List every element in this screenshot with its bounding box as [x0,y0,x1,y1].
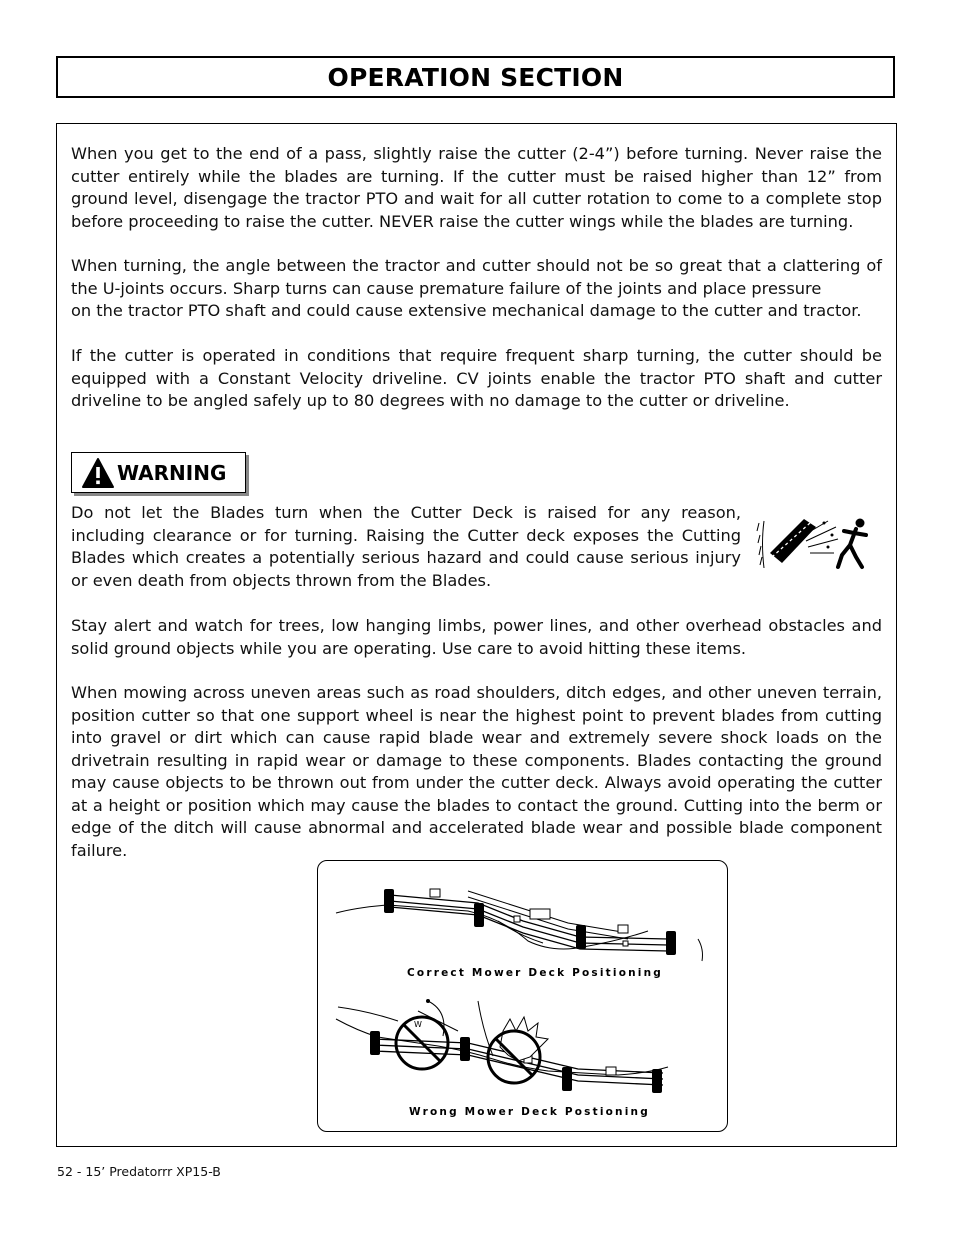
wrong-deck-illustration [336,999,668,1093]
thrown-objects-hazard-icon [756,513,872,571]
page-footer: 52 - 15’ Predatorrr XP15-B [57,1164,221,1179]
warning-label: WARNING [117,460,227,485]
deck-positioning-diagram [317,860,728,1132]
caption-wrong-positioning: Wrong Mower Deck Postioning [409,1106,650,1118]
deck-positioning-illustration [318,861,729,1133]
warning-triangle-icon [81,457,115,489]
paragraph-stay-alert: Stay alert and watch for trees, low hanging limbs, power lines, and other overhead obstacles and solid ground objects while you are operating. Use care to avoid hitting these items. [71,616,882,658]
paragraph-cv-driveline: If the cutter is operated in conditions that require frequent sharp turning, the cutter should be equipped with a Constant Velocity driveline. CV joints enable the tractor PTO shaft and cutter driveline to be angled safely up to 80 degrees with no damage to the cutter or driveline. [71,346,882,410]
svg-text:W: W [414,1020,422,1029]
correct-deck-illustration [336,889,703,961]
paragraph-turning-angle-cont: on the tractor PTO shaft and could cause extensive mechanical damage to the cutter and tractor. [71,301,862,320]
page-title: OPERATION SECTION [327,63,624,92]
section-header [56,56,895,98]
paragraph-blades-hazard: Do not let the Blades turn when the Cutter Deck is raised for any reason, including clearance or for turning. Raising the Cutter deck exposes the Cutting Blades which creates a potentially serious hazard and could cause serious injury or even death from objects thrown from the Blades. [71,503,741,590]
paragraph-turning-angle: When turning, the angle between the tractor and cutter should not be so great that a clattering of the U-joints occurs. Sharp turns can cause premature failure of the joints and place pressure [71,256,882,298]
warning-badge [71,452,246,493]
paragraph-uneven-terrain: When mowing across uneven areas such as road shoulders, ditch edges, and other uneven terrain, position cutter so that one support wheel is near the highest point to prevent blades from cutting into gravel or dirt which can cause rapid blade wear and extremely severe shock loads on the drivetrain resulting in rapid wear or damage to these components. Blades contacting the ground may cause objects to be thrown out from under the cutter deck. Always avoid operating the cutter at a height or position which may cause the blades to contact the ground. Cutting into the berm or edge of the ditch will cause abnormal and accelerated blade wear and possible blade component failure. [71,683,882,860]
caption-correct-positioning: Correct Mower Deck Positioning [407,967,663,979]
paragraph-raise-cutter: When you get to the end of a pass, slightly raise the cutter (2-4”) before turning. Never raise the cutter entirely while the blades are turning. If the cutter must be raised higher than 12” from ground level, disengage the tractor PTO and wait for all cutter rotation to come to a complete stop before proceeding to raise the cutter. NEVER raise the cutter wings while the blades are turning. [71,144,882,231]
